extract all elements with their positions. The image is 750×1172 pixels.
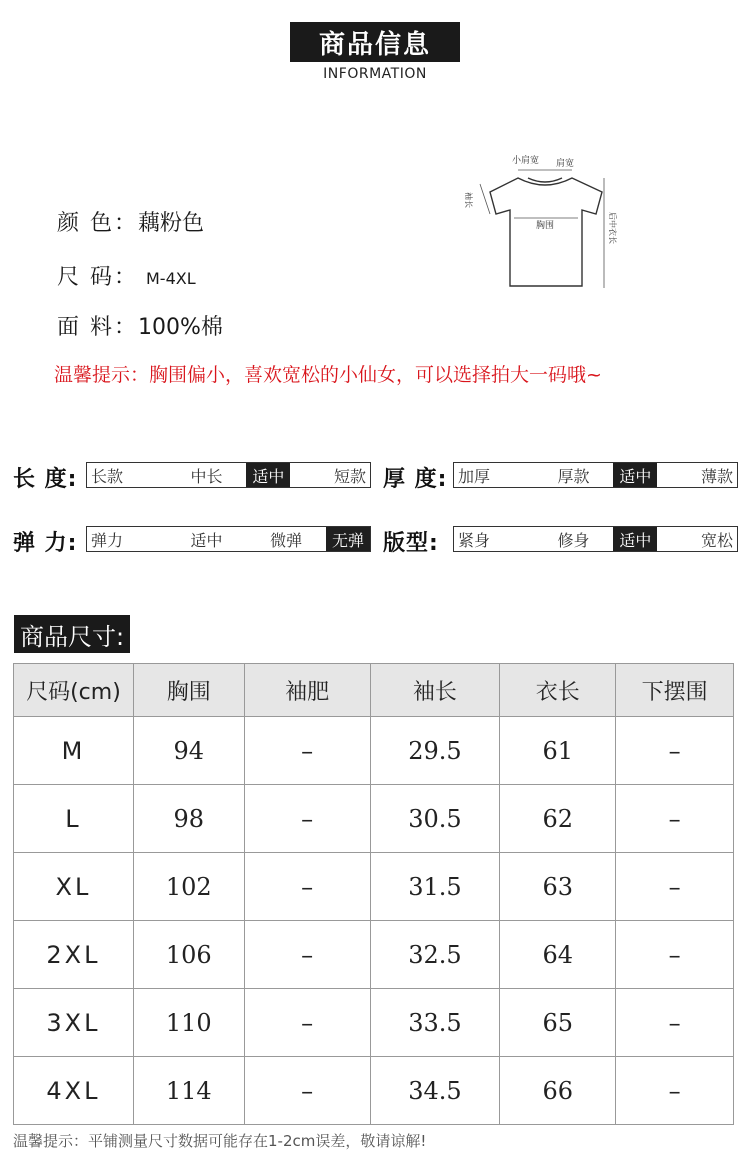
cell-length: 64 xyxy=(500,921,616,989)
cell-length: 63 xyxy=(500,853,616,921)
header-size: 尺码(cm) xyxy=(14,664,134,717)
header-sleeve-width: 袖肥 xyxy=(244,664,370,717)
cell-sleeve-length: 30.5 xyxy=(370,785,500,853)
size-value: M-4XL xyxy=(146,269,196,288)
cell-size: 2XL xyxy=(14,921,134,989)
cell-sleeve-length: 34.5 xyxy=(370,1057,500,1125)
size-table-header xyxy=(14,664,734,717)
cell-length: 61 xyxy=(500,717,616,785)
cell-size: 4XL xyxy=(14,1057,134,1125)
cell-sleeve-length: 31.5 xyxy=(370,853,500,921)
length-option: 短款 xyxy=(334,466,367,486)
thickness-option-selected: 适中 xyxy=(613,463,657,487)
diagram-label-small-shoulder: 小肩宽 xyxy=(512,156,540,166)
fabric-value: 100%棉 xyxy=(138,315,223,340)
length-option-selected: 适中 xyxy=(246,463,290,487)
table-row xyxy=(14,853,734,921)
size-table xyxy=(13,663,734,1125)
info-fabric xyxy=(57,310,223,341)
cell-sleeve-width: – xyxy=(244,989,370,1057)
elasticity-label: 弹 力: xyxy=(13,531,78,556)
warm-tip: 温馨提示：胸围偏小，喜欢宽松的小仙女，可以选择拍大一码哦~ xyxy=(54,364,602,386)
fit-option: 紧身 xyxy=(458,530,491,550)
length-scale xyxy=(86,462,371,488)
length-option: 中长 xyxy=(190,466,223,486)
elasticity-option-selected: 无弹 xyxy=(326,527,370,551)
thickness-option: 厚款 xyxy=(557,466,590,486)
cell-chest: 110 xyxy=(133,989,244,1057)
cell-sleeve-length: 29.5 xyxy=(370,717,500,785)
fit-option: 宽松 xyxy=(701,530,734,550)
length-option: 长款 xyxy=(91,466,124,486)
cell-size: M xyxy=(14,717,134,785)
info-color xyxy=(57,206,204,237)
thickness-label: 厚 度: xyxy=(383,467,448,492)
cell-hem: – xyxy=(616,989,734,1057)
cell-hem: – xyxy=(616,853,734,921)
cell-sleeve-length: 33.5 xyxy=(370,989,500,1057)
diagram-label-sleeve: 袖长 xyxy=(464,192,473,208)
cell-size: XL xyxy=(14,853,134,921)
cell-hem: – xyxy=(616,1057,734,1125)
table-row xyxy=(14,717,734,785)
cell-chest: 94 xyxy=(133,717,244,785)
cell-sleeve-width: – xyxy=(244,717,370,785)
thickness-option: 薄款 xyxy=(701,466,734,486)
cell-chest: 102 xyxy=(133,853,244,921)
section-title: 商品信息 xyxy=(290,22,460,62)
cell-length: 65 xyxy=(500,989,616,1057)
cell-sleeve-length: 32.5 xyxy=(370,921,500,989)
fit-label: 版型: xyxy=(383,531,439,556)
fit-option: 修身 xyxy=(557,530,590,550)
cell-chest: 98 xyxy=(133,785,244,853)
cell-sleeve-width: – xyxy=(244,853,370,921)
footnote: 温馨提示：平铺测量尺寸数据可能存在1-2cm误差，敬请谅解! xyxy=(13,1132,427,1150)
size-section-title: 商品尺寸: xyxy=(14,615,130,653)
thickness-option: 加厚 xyxy=(458,466,491,486)
diagram-label-back-length: 后中衣长 xyxy=(608,212,617,244)
header-length: 衣长 xyxy=(500,664,616,717)
table-row xyxy=(14,785,734,853)
tshirt-measurement-icon xyxy=(464,148,620,298)
cell-hem: – xyxy=(616,921,734,989)
color-label: 颜 色： xyxy=(57,211,138,236)
elasticity-scale xyxy=(86,526,371,552)
cell-size: L xyxy=(14,785,134,853)
table-row xyxy=(14,989,734,1057)
color-value: 藕粉色 xyxy=(138,211,205,236)
cell-size: 3XL xyxy=(14,989,134,1057)
thickness-scale xyxy=(453,462,738,488)
cell-sleeve-width: – xyxy=(244,921,370,989)
cell-length: 66 xyxy=(500,1057,616,1125)
cell-sleeve-width: – xyxy=(244,785,370,853)
cell-chest: 106 xyxy=(133,921,244,989)
elasticity-option: 弹力 xyxy=(91,530,124,550)
header-sleeve-length: 袖长 xyxy=(370,664,500,717)
cell-hem: – xyxy=(616,785,734,853)
cell-hem: – xyxy=(616,717,734,785)
table-row xyxy=(14,1057,734,1125)
fabric-label: 面 料： xyxy=(57,315,138,340)
fit-option-selected: 适中 xyxy=(613,527,657,551)
elasticity-option: 微弹 xyxy=(270,530,303,550)
info-size xyxy=(57,260,196,291)
header-hem: 下摆围 xyxy=(616,664,734,717)
length-label: 长 度: xyxy=(13,467,78,492)
header-chest: 胸围 xyxy=(133,664,244,717)
cell-length: 62 xyxy=(500,785,616,853)
diagram-label-shoulder: 肩宽 xyxy=(556,159,575,169)
size-label: 尺 码： xyxy=(57,265,138,290)
diagram-label-chest: 胸围 xyxy=(536,221,555,231)
fit-scale xyxy=(453,526,738,552)
elasticity-option: 适中 xyxy=(190,530,223,550)
section-subtitle: INFORMATION xyxy=(323,66,427,82)
cell-chest: 114 xyxy=(133,1057,244,1125)
cell-sleeve-width: – xyxy=(244,1057,370,1125)
table-row xyxy=(14,921,734,989)
